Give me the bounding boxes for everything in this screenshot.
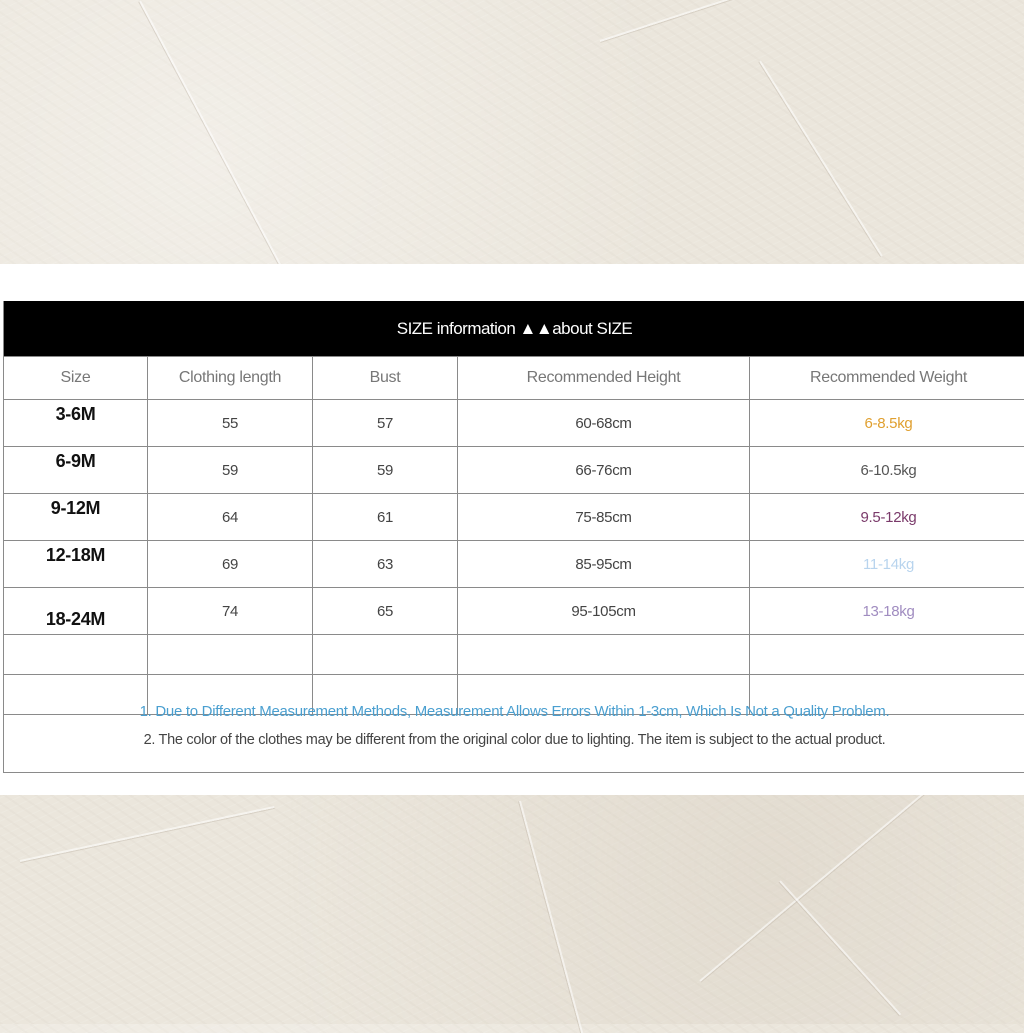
bust-cell: 57 — [313, 400, 458, 447]
notes-section — [4, 692, 1024, 772]
bust-cell: 59 — [313, 447, 458, 494]
note-color-difference: 2. The color of the clothes may be different from the original color due to lighting. The item is subject to the actual product. — [4, 732, 1024, 748]
clothing-length-cell: 59 — [148, 447, 313, 494]
size-cell: 9-12M — [4, 494, 148, 541]
size-chart-panel — [0, 264, 1024, 795]
column-header-bust: Bust — [313, 357, 458, 400]
texture-stroke — [600, 0, 1000, 42]
weight-cell: 9.5-12kg — [750, 494, 1024, 541]
size-chart-title: SIZE information ▲▲about SIZE — [4, 301, 1024, 356]
bust-cell: 63 — [313, 541, 458, 588]
table-row — [4, 447, 1024, 494]
height-cell: 60-68cm — [458, 400, 750, 447]
table-header-row — [4, 357, 1024, 400]
column-header-recommended-height: Recommended Height — [458, 357, 750, 400]
texture-stroke — [699, 787, 930, 981]
weight-cell: 6-10.5kg — [750, 447, 1024, 494]
size-table — [3, 356, 1024, 715]
size-chart — [3, 301, 1024, 773]
empty-cell — [750, 635, 1024, 675]
table-row — [4, 494, 1024, 541]
height-cell: 66-76cm — [458, 447, 750, 494]
empty-cell — [148, 635, 313, 675]
height-cell: 75-85cm — [458, 494, 750, 541]
table-row — [4, 400, 1024, 447]
size-cell: 12-18M — [4, 541, 148, 588]
texture-stroke — [779, 880, 901, 1015]
height-cell: 95-105cm — [458, 588, 750, 635]
empty-row — [4, 635, 1024, 675]
texture-stroke — [20, 806, 275, 862]
column-header-size: Size — [4, 357, 148, 400]
bust-cell: 61 — [313, 494, 458, 541]
weight-cell: 11-14kg — [750, 541, 1024, 588]
texture-stroke — [139, 1, 282, 267]
texture-stroke — [519, 801, 583, 1033]
clothing-length-cell: 74 — [148, 588, 313, 635]
column-header-clothing-length: Clothing length — [148, 357, 313, 400]
height-cell: 85-95cm — [458, 541, 750, 588]
weight-cell: 13-18kg — [750, 588, 1024, 635]
clothing-length-cell: 64 — [148, 494, 313, 541]
clothing-length-cell: 69 — [148, 541, 313, 588]
bust-cell: 65 — [313, 588, 458, 635]
size-cell: 18-24M — [4, 588, 148, 635]
weight-cell: 6-8.5kg — [750, 400, 1024, 447]
empty-cell — [4, 635, 148, 675]
size-cell: 6-9M — [4, 447, 148, 494]
texture-stroke — [759, 60, 883, 256]
note-measurement-error: 1. Due to Different Measurement Methods, Measurement Allows Errors Within 1-3cm, Which Is Not a Quality Problem. — [4, 703, 1024, 720]
empty-cell — [313, 635, 458, 675]
size-cell: 3-6M — [4, 400, 148, 447]
empty-cell — [458, 635, 750, 675]
table-row — [4, 588, 1024, 635]
column-header-recommended-weight: Recommended Weight — [750, 357, 1024, 400]
clothing-length-cell: 55 — [148, 400, 313, 447]
table-row — [4, 541, 1024, 588]
